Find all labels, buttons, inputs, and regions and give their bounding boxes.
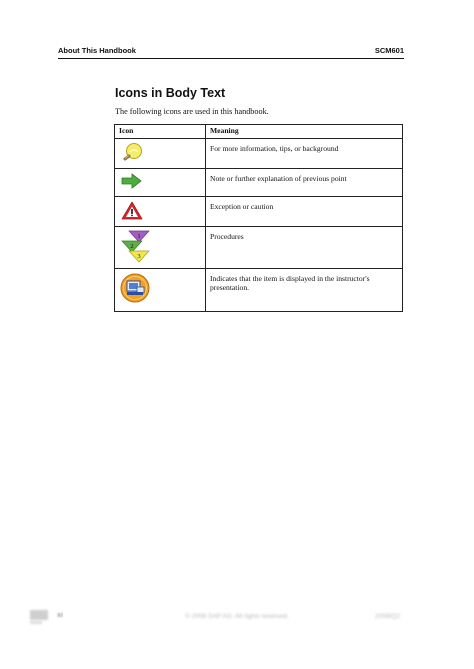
page-number: xi [57, 612, 63, 619]
icon-cell [115, 269, 206, 312]
header-section-title: About This Handbook [58, 46, 136, 55]
edition-date: 2008/Q2 [375, 613, 400, 620]
procedure-steps-icon [119, 230, 153, 264]
sap-logo-tagline [30, 621, 42, 624]
table-row [115, 269, 403, 312]
meaning-cell: For more information, tips, or background [206, 139, 403, 169]
meaning-cell: Note or further explanation of previous point [206, 169, 403, 197]
icon-cell [115, 139, 206, 169]
icon-cell [115, 197, 206, 227]
presentation-icon [119, 272, 151, 304]
table-row [115, 169, 403, 197]
meaning-cell: Exception or caution [206, 197, 403, 227]
meaning-cell: Indicates that the item is displayed in the instructor's presentation. [206, 269, 403, 312]
table-header-row [115, 125, 403, 139]
intro-paragraph: The following icons are used in this handbook. [115, 107, 269, 116]
green-arrow-icon [119, 172, 145, 190]
copyright-notice: © 2008 SAP AG. All rights reserved. [185, 613, 289, 620]
icons-table [114, 124, 403, 312]
header-divider [58, 58, 404, 59]
section-heading: Icons in Body Text [115, 86, 226, 100]
table-row [115, 227, 403, 269]
icon-cell [115, 169, 206, 197]
column-header-meaning: Meaning [206, 125, 403, 139]
page-header [58, 46, 404, 58]
icon-cell [115, 227, 206, 269]
step-3-label: 3 [137, 253, 141, 260]
lightbulb-icon [119, 142, 145, 164]
table-row [115, 197, 403, 227]
warning-triangle-icon [119, 200, 145, 222]
meaning-cell: Procedures [206, 227, 403, 269]
table-row [115, 139, 403, 169]
step-2-label: 2 [130, 243, 134, 250]
header-course-code: SCM601 [374, 46, 404, 55]
column-header-icon: Icon [115, 125, 206, 139]
step-1-label: 1 [137, 233, 141, 240]
